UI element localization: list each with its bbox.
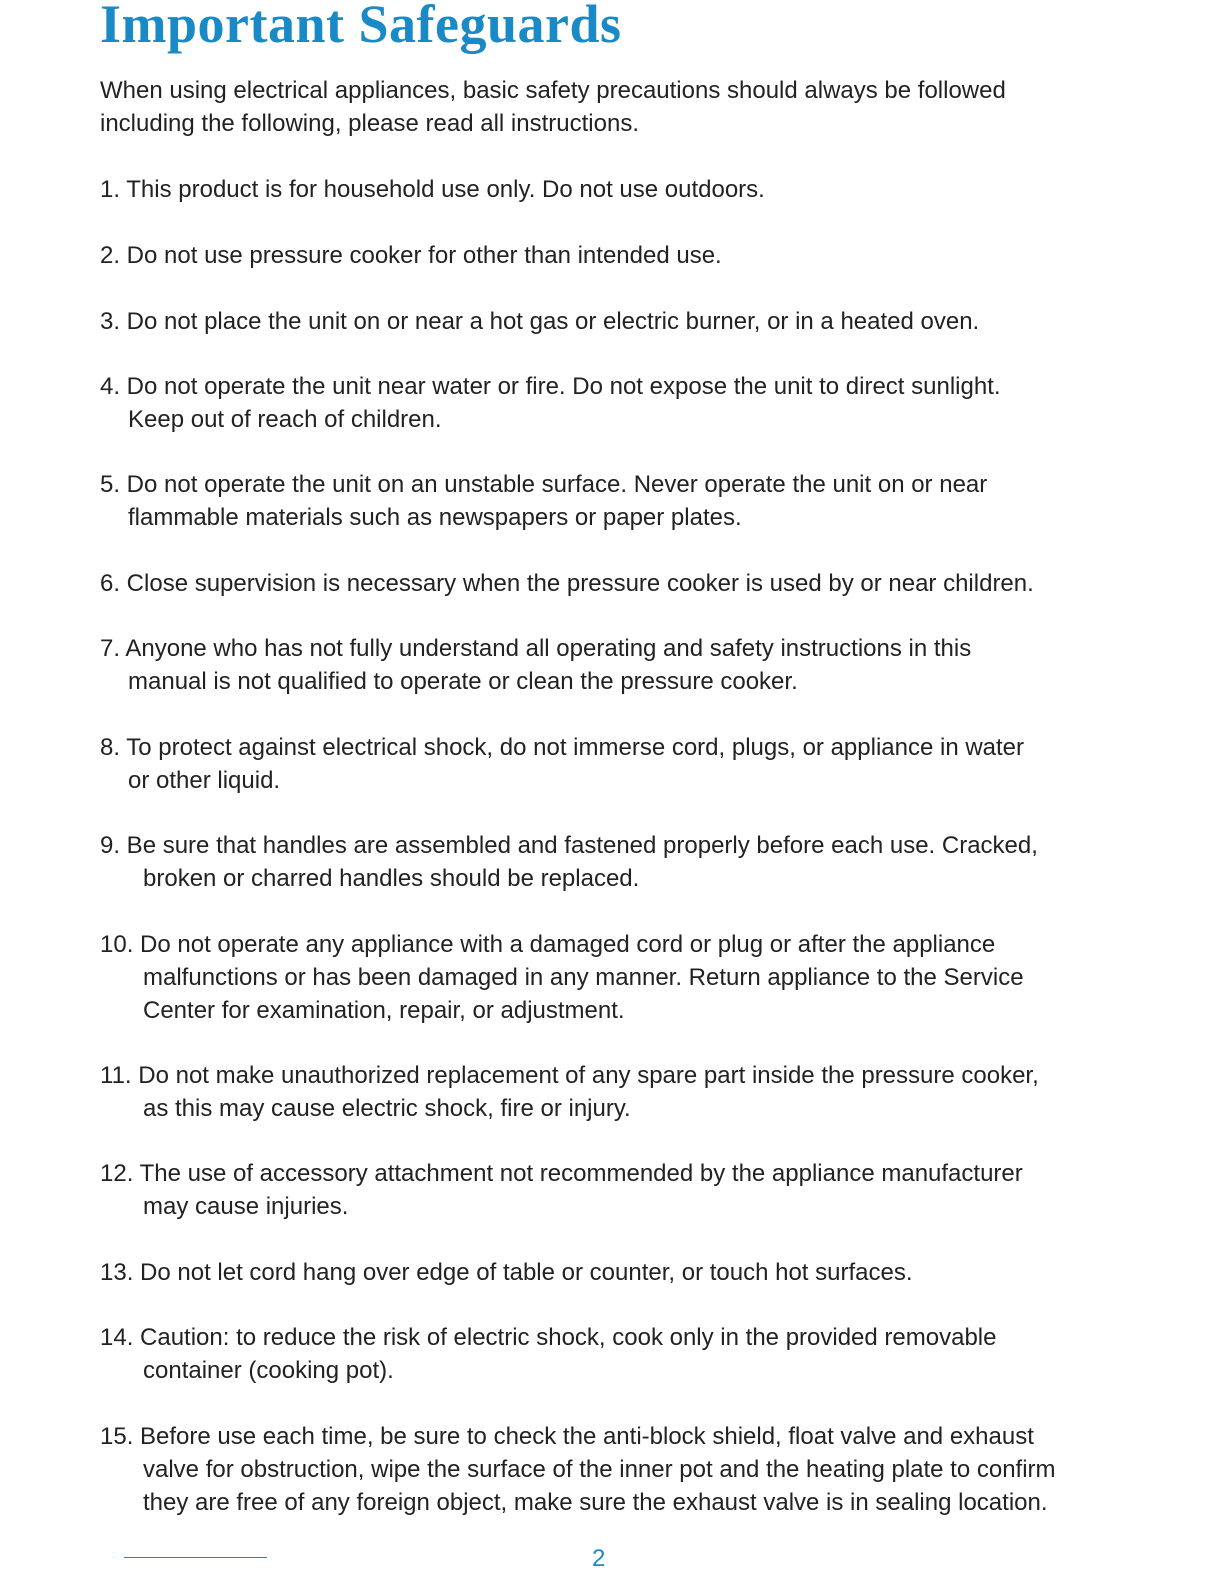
safeguard-item-8 [100,731,1140,797]
item-line: 4. Do not operate the unit near water or fire. Do not expose the unit to direct sunlight. [100,373,1001,400]
safeguard-item-10 [100,928,1140,1027]
intro-paragraph [100,74,1140,140]
item-line: 14. Caution: to reduce the risk of electric shock, cook only in the provided removable [100,1324,997,1351]
safeguard-item-14 [100,1321,1140,1387]
safeguard-item-4 [100,370,1140,436]
intro-line: including the following, please read all instructions. [100,110,639,137]
safeguard-item-15 [100,1420,1140,1519]
safeguard-item-6 [100,567,1140,600]
safeguard-item-9 [100,829,1140,895]
intro-line: When using electrical appliances, basic safety precautions should always be followed [100,77,1006,104]
item-line: 8. To protect against electrical shock, do not immerse cord, plugs, or appliance in water [100,734,1025,761]
item-line: manual is not qualified to operate or clean the pressure cooker. [128,668,798,695]
footer-rule [124,1557,267,1558]
safeguard-item-12 [100,1157,1140,1223]
item-line: 5. Do not operate the unit on an unstable surface. Never operate the unit on or near [100,471,988,498]
safeguard-item-13 [100,1256,1140,1289]
safeguard-item-1 [100,173,1140,206]
item-line: 13. Do not let cord hang over edge of table or counter, or touch hot surfaces. [100,1259,913,1286]
page-number: 2 [592,1545,606,1572]
item-line: 1. This product is for household use only. Do not use outdoors. [100,176,765,203]
item-line: 15. Before use each time, be sure to check the anti-block shield, float valve and exhaust [100,1423,1034,1450]
item-line: 3. Do not place the unit on or near a hot gas or electric burner, or in a heated oven. [100,308,980,335]
item-line: 9. Be sure that handles are assembled and fastened properly before each use. Cracked, [100,832,1038,859]
item-line: 7. Anyone who has not fully understand all operating and safety instructions in this [100,635,972,662]
item-line: as this may cause electric shock, fire or injury. [143,1095,631,1122]
safeguard-item-5 [100,468,1140,534]
item-line: 2. Do not use pressure cooker for other than intended use. [100,242,722,269]
item-line: container (cooking pot). [143,1357,394,1384]
safeguard-item-7 [100,632,1140,698]
item-line: may cause injuries. [143,1193,349,1220]
item-line: 6. Close supervision is necessary when the pressure cooker is used by or near children. [100,570,1034,597]
item-line: broken or charred handles should be replaced. [143,865,640,892]
safeguard-item-11 [100,1059,1140,1125]
item-line: 11. Do not make unauthorized replacement of any spare part inside the pressure cooker, [100,1062,1039,1089]
item-line: or other liquid. [128,767,281,794]
item-line: flammable materials such as newspapers or paper plates. [128,504,742,531]
item-line: 12. The use of accessory attachment not recommended by the appliance manufacturer [100,1160,1023,1187]
item-line: valve for obstruction, wipe the surface of the inner pot and the heating plate to confirm [143,1456,1056,1483]
safeguard-item-2 [100,239,1140,272]
item-line: Center for examination, repair, or adjustment. [143,997,625,1024]
item-line: malfunctions or has been damaged in any manner. Return appliance to the Service [143,964,1024,991]
item-line: 10. Do not operate any appliance with a damaged cord or plug or after the appliance [100,931,996,958]
item-line: Keep out of reach of children. [128,406,442,433]
item-line: they are free of any foreign object, make sure the exhaust valve is in sealing location. [143,1489,1048,1516]
safeguard-item-3 [100,305,1140,338]
page-title: Important Safeguards [100,0,622,54]
